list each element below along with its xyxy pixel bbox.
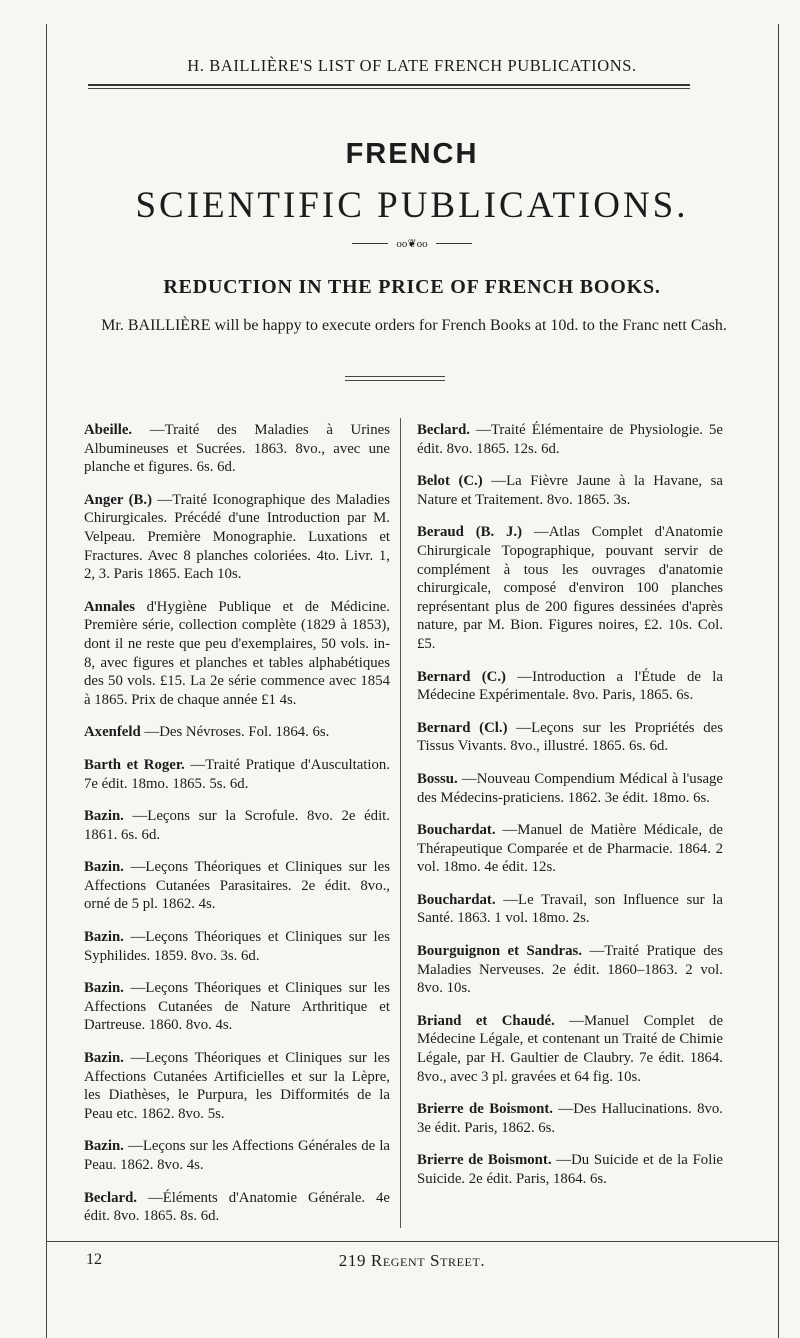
entry-description: —Éléments d'Anatomie Générale. 4e édit. 8vo. 1865. 8s. 6d. <box>84 1189 390 1225</box>
entry-description: —Atlas Complet d'Anatomie Chirurgicale Topographique, pouvant servir de complément à tous les ouvrages d'anatomie chirurgicale, composé d'environ 100 planches représentant plus de 200 figures dessinées d'après nature, par M. Bion. Figures noires, £2. 10s. Col. £5. <box>417 524 723 652</box>
entry-author: Abeille. <box>84 422 133 438</box>
catalogue-entry <box>417 421 723 458</box>
catalogue-entry <box>417 1012 723 1086</box>
short-rule-bottom <box>345 380 445 381</box>
ornament-divider <box>46 237 778 250</box>
catalogue-entry <box>417 821 723 877</box>
entry-description: d'Hygiène Publique et de Médicine. Première série, collection complète (1829 à 1853), dont il ne reste que peu d'exemplaires, 50 vols. in-8, avec figures et planches et tables alphabétiques des 50 vols. £15. La 2e série commence avec 1854 à 1865. Prix de chaque année £1 4s. <box>84 598 391 708</box>
title-scientific-publications: SCIENTIFIC PUBLICATIONS. <box>135 185 689 226</box>
catalogue-entry <box>84 979 390 1035</box>
entry-description: —Traité Pratique des Maladies Nerveuses. 2e édit. 1860–1863. 2 vol. 8vo. 10s. <box>417 943 723 997</box>
entry-description: —Traité Élémentaire de Physiologie. 5e édit. 8vo. 1865. 12s. 6d. <box>417 422 723 457</box>
catalogue-entry <box>417 770 723 807</box>
catalogue-entry <box>417 1100 723 1137</box>
entry-description: —Leçons Théoriques et Cliniques sur les Syphilides. 1859. 8vo. 3s. 6d. <box>84 929 390 964</box>
catalogue-entry <box>84 756 390 793</box>
entry-description: —Leçons Théoriques et Cliniques sur les Affections Cutanées Artificielles et sur la Lèpre, les Diathèses, le Purpura, les Difformités de la Peau etc. 1862. 8vo. 5s. <box>84 1050 390 1122</box>
entries-right-column <box>417 421 723 1203</box>
entry-author: Beclard. <box>417 422 471 438</box>
entry-description: —Manuel Complet de Médecine Légale, et contenant un Traité de Chimie Légale, par H. Gaultier de Claubry. 7e édit. 1864. 8vo., avec 3 pl. gravées et 64 fig. 10s. <box>417 1012 724 1085</box>
column-divider <box>400 418 401 1228</box>
catalogue-entry <box>84 858 390 914</box>
entry-author: Bossu. <box>417 770 458 787</box>
entry-description: —Leçons Théoriques et Cliniques sur les Affections Cutanées Parasitaires. 2e édit. 8vo., orné de 5 pl. 1862. 4s. <box>84 859 390 913</box>
catalogue-entry <box>84 928 390 965</box>
catalogue-entry <box>84 491 390 584</box>
catalogue-entry <box>417 891 723 928</box>
entry-description: —Leçons sur la Scrofule. 8vo. 2e édit. 1861. 6s. 6d. <box>84 808 390 843</box>
entry-description: —Traité des Maladies à Urines Albumineuses et Sucrées. 1863. 8vo., avec une planche et figures. 6s. 6d. <box>84 422 390 476</box>
catalogue-entry <box>84 807 390 844</box>
ornament-line-left <box>352 243 388 244</box>
notice-paragraph: Mr. BAILLIÈRE will be happy to execute orders for French Books at 10d. to the Franc nett Cash. <box>101 317 727 334</box>
entry-author: Bazin. <box>84 1050 124 1067</box>
entry-description: —Des Névroses. Fol. 1864. 6s. <box>144 724 330 741</box>
header-rule-thin <box>88 88 690 89</box>
catalogue-entry <box>84 1137 390 1174</box>
catalogue-entry <box>84 1189 390 1226</box>
entry-description: —Manuel de Matière Médicale, de Thérapeutique Comparée et de Pharmacie. 1864. 2 vol. 18mo. 4e édit. 12s. <box>417 822 724 876</box>
entry-author: Bourguignon et Sandras. <box>417 943 582 960</box>
entry-author: Axenfeld <box>84 724 141 741</box>
entry-description: —Leçons sur les Affections Générales de la Peau. 1862. 8vo. 4s. <box>84 1138 390 1173</box>
catalogue-entry <box>417 719 723 756</box>
entry-author: Barth et Roger. <box>84 756 185 773</box>
short-rule-top <box>345 376 445 377</box>
catalogue-entry <box>417 472 723 509</box>
entry-author: Annales <box>84 598 135 615</box>
header-rule-thick <box>88 84 690 86</box>
entry-description: —Introduction a l'Étude de la Médecine Expérimentale. 8vo. Paris, 1865. 6s. <box>417 668 723 704</box>
catalogue-entry <box>84 421 390 477</box>
page-border-right <box>778 24 779 1338</box>
entry-description: —La Fièvre Jaune à la Havane, sa Nature et Traitement. 8vo. 1865. 3s. <box>417 473 724 508</box>
catalogue-entry <box>84 1049 390 1123</box>
entry-author: Belot (C.) <box>417 473 483 490</box>
entry-author: Beclard. <box>84 1189 138 1206</box>
entry-description: —Traité Pratique d'Auscultation. 7e édit. 18mo. 1865. 5s. 6d. <box>84 756 390 792</box>
entry-description: —Le Travail, son Influence sur la Santé. 1863. 1 vol. 18mo. 2s. <box>417 891 724 927</box>
entry-author: Brierre de Boismont. <box>417 1152 552 1169</box>
entry-description: —Traité Iconographique des Maladies Chirurgicales. Précédé d'une Introduction par M. Velpeau. Première Monographie. Luxations et Fractures. Avec 8 planches coloriées. 4to. Livr. 1, 2, 3. Paris 1865. Each 10s. <box>84 491 390 583</box>
entry-description: —Leçons sur les Propriétés des Tissus Vivants. 8vo., illustré. 1865. 6s. 6d. <box>417 719 724 755</box>
page-number: 12 <box>86 1251 102 1268</box>
catalogue-entry <box>84 723 390 742</box>
catalogue-entry <box>417 942 723 998</box>
catalogue-entry <box>417 1151 723 1188</box>
entry-author: Briand et Chaudé. <box>417 1012 555 1029</box>
ornament-glyph: oo❦oo <box>396 238 428 250</box>
entry-author: Bernard (C.) <box>417 668 506 685</box>
entry-author: Bouchardat. <box>417 891 496 908</box>
subtitle-reduction: REDUCTION IN THE PRICE OF FRENCH BOOKS. <box>163 276 661 298</box>
entry-author: Bazin. <box>84 929 124 946</box>
footer-address: 219 Regent Street. <box>338 1251 486 1270</box>
running-head: H. BAILLIÈRE'S LIST OF LATE FRENCH PUBLICATIONS. <box>187 56 637 75</box>
entry-author: Bouchardat. <box>417 822 496 839</box>
entry-author: Bernard (Cl.) <box>417 719 508 736</box>
entry-description: —Des Hallucinations. 8vo. 3e édit. Paris, 1862. 6s. <box>417 1101 723 1136</box>
entry-description: —Nouveau Compendium Médical à l'usage des Médecins-praticiens. 1862. 3e édit. 18mo. 6s. <box>417 770 723 806</box>
entry-author: Anger (B.) <box>84 491 152 508</box>
catalogue-entry <box>84 598 390 710</box>
entry-author: Bazin. <box>84 980 124 997</box>
entry-description: —Du Suicide et de la Folie Suicide. 2e édit. Paris, 1864. 6s. <box>417 1152 723 1187</box>
entry-author: Beraud (B. J.) <box>417 524 523 541</box>
entry-description: —Leçons Théoriques et Cliniques sur les Affections Cutanées de Nature Arthritique et Dartreuse. 1860. 8vo. 4s. <box>84 980 390 1034</box>
title-french: FRENCH <box>345 138 479 170</box>
catalogue-entry <box>417 668 723 705</box>
entries-left-column <box>84 421 390 1240</box>
ornament-line-right <box>436 243 472 244</box>
footer <box>46 1251 778 1273</box>
entry-author: Bazin. <box>84 1138 124 1155</box>
catalogue-entry <box>417 523 723 653</box>
entry-author: Bazin. <box>84 808 124 825</box>
entry-author: Bazin. <box>84 859 124 876</box>
footer-rule <box>46 1241 778 1242</box>
entry-author: Brierre de Boismont. <box>417 1101 553 1118</box>
